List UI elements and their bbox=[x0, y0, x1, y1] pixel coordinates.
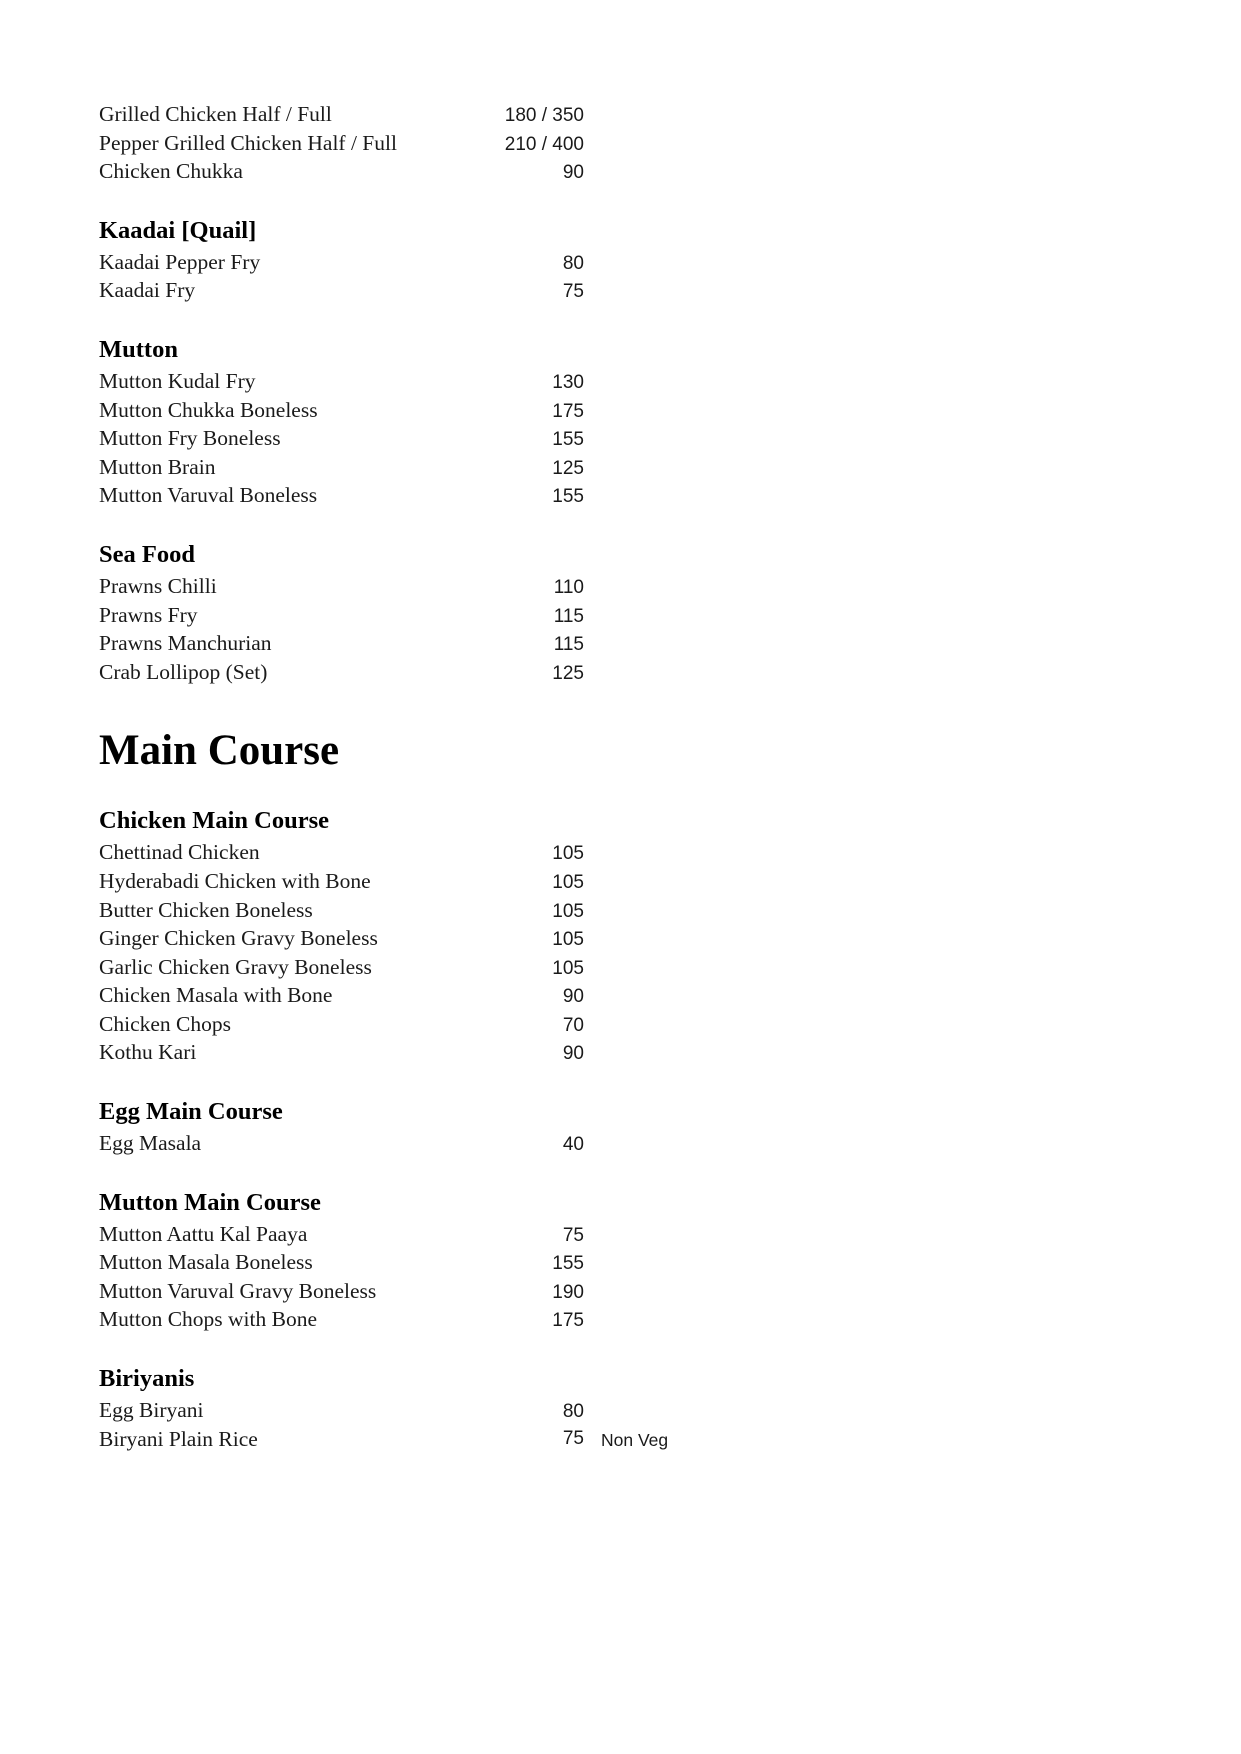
menu-item-price: 90 bbox=[562, 986, 584, 1008]
menu-item-price: 75 bbox=[562, 1224, 584, 1246]
menu-item-price: 155 bbox=[552, 429, 584, 451]
menu-item-row bbox=[99, 1038, 584, 1067]
menu-item-row bbox=[99, 129, 584, 158]
menu-item-row bbox=[99, 896, 584, 925]
menu-item-price: 80 bbox=[562, 252, 584, 274]
menu-item-price: 90 bbox=[562, 1043, 584, 1065]
menu-item-name: Butter Chicken Boneless bbox=[99, 897, 313, 922]
menu-item-price: 180 / 350 bbox=[504, 105, 584, 126]
section-heading: Sea Food bbox=[99, 540, 195, 568]
section-heading: Kaadai [Quail] bbox=[99, 216, 257, 244]
menu-item-name: Garlic Chicken Gravy Boneless bbox=[99, 954, 372, 979]
section-heading: Chicken Main Course bbox=[99, 807, 330, 835]
menu-item-price: 190 bbox=[552, 1281, 584, 1303]
menu-item-row bbox=[99, 1010, 584, 1039]
menu-item-name: Grilled Chicken Half / Full bbox=[99, 102, 332, 126]
menu-content bbox=[99, 100, 799, 1453]
menu-item-price: 115 bbox=[553, 605, 584, 627]
menu-item-price: 155 bbox=[552, 1253, 584, 1275]
menu-item-row bbox=[99, 157, 584, 186]
menu-item-row bbox=[99, 248, 584, 277]
menu-item-price-cell bbox=[99, 1425, 584, 1454]
menu-item-row bbox=[99, 1129, 584, 1158]
menu-item-name: Mutton Kudal Fry bbox=[99, 368, 256, 393]
menu-item-row bbox=[99, 953, 584, 982]
menu-item-name: Ginger Chicken Gravy Boneless bbox=[99, 926, 378, 951]
menu-item-row bbox=[99, 658, 584, 687]
menu-item-name: Chicken Masala with Bone bbox=[99, 983, 333, 1008]
menu-item-row bbox=[99, 601, 584, 630]
menu-item-row bbox=[99, 1220, 584, 1249]
menu-item-name: Kaadai Pepper Fry bbox=[99, 249, 261, 274]
menu-item-name: Kothu Kari bbox=[99, 1040, 197, 1065]
menu-item-row bbox=[99, 1425, 799, 1454]
menu-item-name: Prawns Chilli bbox=[99, 573, 217, 598]
menu-item-price: 115 bbox=[553, 634, 584, 656]
menu-item-name: Biryani Plain Rice bbox=[99, 1426, 258, 1451]
menu-item-price: 155 bbox=[552, 486, 584, 508]
menu-item-row bbox=[99, 276, 584, 305]
menu-item-row bbox=[99, 1305, 584, 1334]
menu-item-row bbox=[99, 481, 584, 510]
menu-item-price: 75 bbox=[562, 281, 584, 303]
menu-item-price: 70 bbox=[562, 1014, 584, 1036]
menu-item-price: 80 bbox=[562, 1401, 584, 1423]
menu-item-name: Mutton Chukka Boneless bbox=[99, 397, 318, 422]
menu-item-row bbox=[99, 453, 584, 482]
menu-item-row bbox=[99, 396, 584, 425]
menu-item-price: 210 / 400 bbox=[504, 133, 584, 155]
menu-item-row bbox=[99, 924, 584, 953]
menu-item-name: Prawns Fry bbox=[99, 602, 198, 627]
menu-item-price: 105 bbox=[552, 871, 584, 893]
menu-item-name: Pepper Grilled Chicken Half / Full bbox=[99, 130, 397, 155]
menu-item-row bbox=[99, 424, 584, 453]
menu-item-name: Mutton Aattu Kal Paaya bbox=[99, 1221, 308, 1246]
menu-item-name: Mutton Brain bbox=[99, 454, 216, 479]
section-heading: Egg Main Course bbox=[99, 1098, 283, 1126]
menu-item-name: Hyderabadi Chicken with Bone bbox=[99, 868, 371, 893]
section-heading: Mutton Main Course bbox=[99, 1188, 321, 1216]
menu-item-name: Prawns Manchurian bbox=[99, 631, 272, 656]
major-section-heading: Main Course bbox=[99, 727, 340, 775]
section-heading: Mutton bbox=[99, 335, 178, 363]
menu-item-name: Crab Lollipop (Set) bbox=[99, 659, 268, 684]
menu-item-row bbox=[99, 1396, 584, 1425]
menu-item-name: Mutton Varuval Boneless bbox=[99, 483, 318, 508]
menu-item-row bbox=[99, 572, 584, 601]
menu-item-name: Chicken Chops bbox=[99, 1011, 231, 1036]
menu-item-price: 105 bbox=[552, 957, 584, 979]
menu-item-price: 125 bbox=[552, 662, 584, 684]
section-heading: Biriyanis bbox=[99, 1365, 195, 1393]
menu-item-price: 110 bbox=[553, 576, 584, 598]
menu-item-row bbox=[99, 100, 584, 129]
menu-item-price: 75 bbox=[562, 1427, 584, 1449]
non-veg-label: Non Veg bbox=[601, 1429, 669, 1450]
menu-item-price: 105 bbox=[552, 900, 584, 922]
menu-item-row bbox=[99, 367, 584, 396]
menu-item-price: 105 bbox=[552, 929, 584, 951]
menu-item-row bbox=[99, 629, 584, 658]
menu-item-name: Egg Masala bbox=[99, 1131, 202, 1156]
menu-item-name: Egg Biryani bbox=[99, 1398, 204, 1423]
menu-item-name: Mutton Fry Boneless bbox=[99, 426, 281, 451]
menu-item-price: 130 bbox=[552, 371, 584, 393]
menu-item-row bbox=[99, 1248, 584, 1277]
menu-item-name: Chettinad Chicken bbox=[99, 840, 260, 865]
menu-item-row bbox=[99, 867, 584, 896]
menu-item-name: Mutton Varuval Gravy Boneless bbox=[99, 1278, 377, 1303]
menu-item-price: 105 bbox=[552, 843, 584, 865]
menu-item-row bbox=[99, 1277, 584, 1306]
menu-item-name: Mutton Masala Boneless bbox=[99, 1250, 313, 1275]
menu-item-price: 90 bbox=[562, 162, 584, 184]
menu-item-price: 125 bbox=[552, 457, 584, 479]
menu-item-name: Mutton Chops with Bone bbox=[99, 1307, 318, 1332]
menu-item-row bbox=[99, 981, 584, 1010]
menu-item-price: 175 bbox=[552, 400, 584, 422]
menu-item-name: Chicken Chukka bbox=[99, 159, 243, 184]
menu-item-row bbox=[99, 838, 584, 867]
menu-item-name: Kaadai Fry bbox=[99, 278, 196, 303]
menu-item-price: 40 bbox=[562, 1134, 584, 1156]
menu-item-price: 175 bbox=[552, 1310, 584, 1332]
